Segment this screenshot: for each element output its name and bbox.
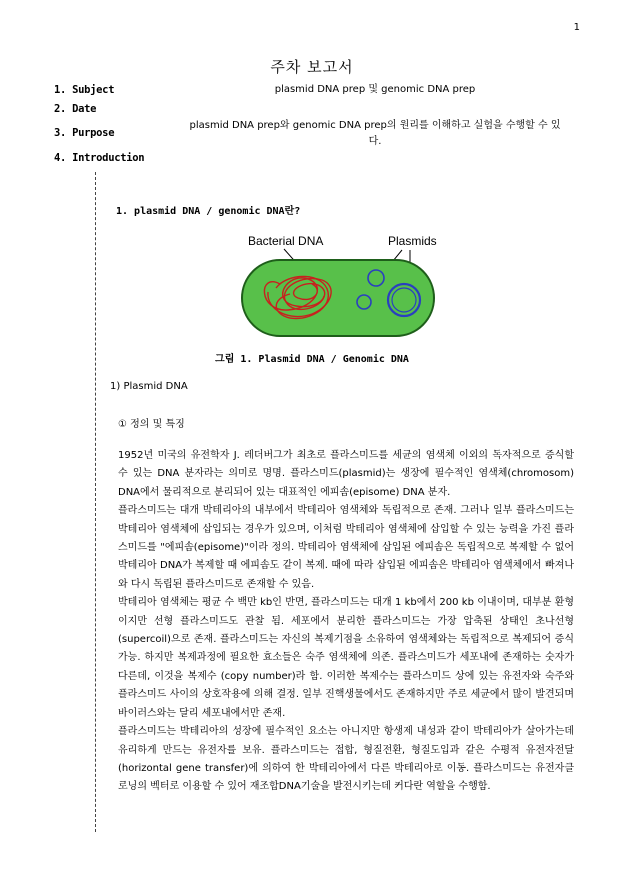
page-title: 주차 보고서 (270, 58, 354, 76)
section-heading: 1. plasmid DNA / genomic DNA란? (116, 206, 301, 217)
introduction-margin-line (95, 172, 96, 832)
introduction-label: 4. Introduction (54, 152, 145, 164)
paragraph: 박테리아 염색체는 평균 수 백만 kb인 반면, 플라스미드는 대개 1 kb에서 200 kb 이내이며, 대부분 환형이지만 선형 플라스미드도 관찰 됨. 세포에서 분리한 플라스미드는 가장 압축된 상태인 초나선형(supercoil)으로 존재. 플라스미드는 자신의 복제기점을 소유하여 염색체와는 독립적으로 복제되어 증식 가능. 하지만 복제과정에 필요한 효소들은 숙주 염색체에 의존. 플라스미드가 세포내에 존재하는 숫자가 다른데, 이것을 복제수 (copy number)라 함. 이러한 복제수는 플라스미드 상에 있는 유전자와 숙주와 플라스미드 사이의 상호작용에 의해 결정. 일부 진핵생물에서도 존재하지만 주로 세균에서 많이 발견되며 바이러스와는 달리 세포내에서만 존재. (118, 597, 574, 719)
paragraph: 플라스미드는 박테리아의 성장에 필수적인 요소는 아니지만 항생제 내성과 같이 박테리아가 살아가는데 유리하게 만드는 유전자를 보유. 플라스미드는 접합, 형질전환, 형질도입과 같은 수평적 유전자전달(horizontal gene transfer)에 의하여 한 박테리아에서 다른 박테리아로 이동. 플라스미드는 유전자클로닝의 벡터로 이용할 수 있어 재조합DNA기술을 발전시키는데 커다란 역할을 수행함. (118, 726, 574, 793)
paragraph: 플라스미드는 대개 박테리아의 내부에서 박테리아 염색체와 독립적으로 존재. 그러나 일부 플라스미드는 박테리아 염색체에 삽입되는 경우가 있으며, 이처럼 박테리아 염색체에 삽입할 수 있는 능력을 가진 플라스미드를 "에피솜(episome)"이라 정의. 박테리아 염색체에 삽입된 에피솜은 독립적으로 복제할 수 없어 박테리아 DNA가 복제할 때 에피솜도 같이 복제. 때에 따라 삽입된 에피솜은 박테리아 염색체에서 빠져나와 다시 독립된 플라스미드로 존재할 수 있음. (118, 505, 574, 590)
bacterium-figure (228, 232, 438, 340)
subsubsection-heading: ① 정의 및 특징 (118, 419, 185, 430)
subsection-heading: 1) Plasmid DNA (110, 381, 188, 392)
figure-caption: 그림 1. Plasmid DNA / Genomic DNA (215, 354, 409, 365)
body-text (118, 447, 574, 797)
subject-value: plasmid DNA prep 및 genomic DNA prep (274, 84, 476, 95)
bacterial-cell (242, 260, 434, 336)
date-label: 2. Date (54, 103, 97, 115)
bacterial-dna-label: Bacterial DNA (248, 234, 324, 248)
purpose-value: plasmid DNA prep와 genomic DNA prep의 원리를 이해하고 실험을 수행할 수 있다. (189, 120, 561, 147)
page-number: 1 (573, 22, 580, 33)
subject-label: 1. Subject (54, 84, 115, 96)
purpose-label: 3. Purpose (54, 127, 115, 139)
paragraph: 1952년 미국의 유전학자 J. 레더버그가 최초로 플라스미드를 세균의 염색체 이외의 독자적으로 증식할 수 있는 DNA 분자라는 의미로 명명. 플라스미드(plasmid)는 생장에 필수적인 염색체(chromosom) DNA에서 물리적으로 분리되어 있는 대표적인 에피솜(episome) DNA 분자. (118, 450, 574, 498)
plasmids-label: Plasmids (388, 234, 437, 248)
